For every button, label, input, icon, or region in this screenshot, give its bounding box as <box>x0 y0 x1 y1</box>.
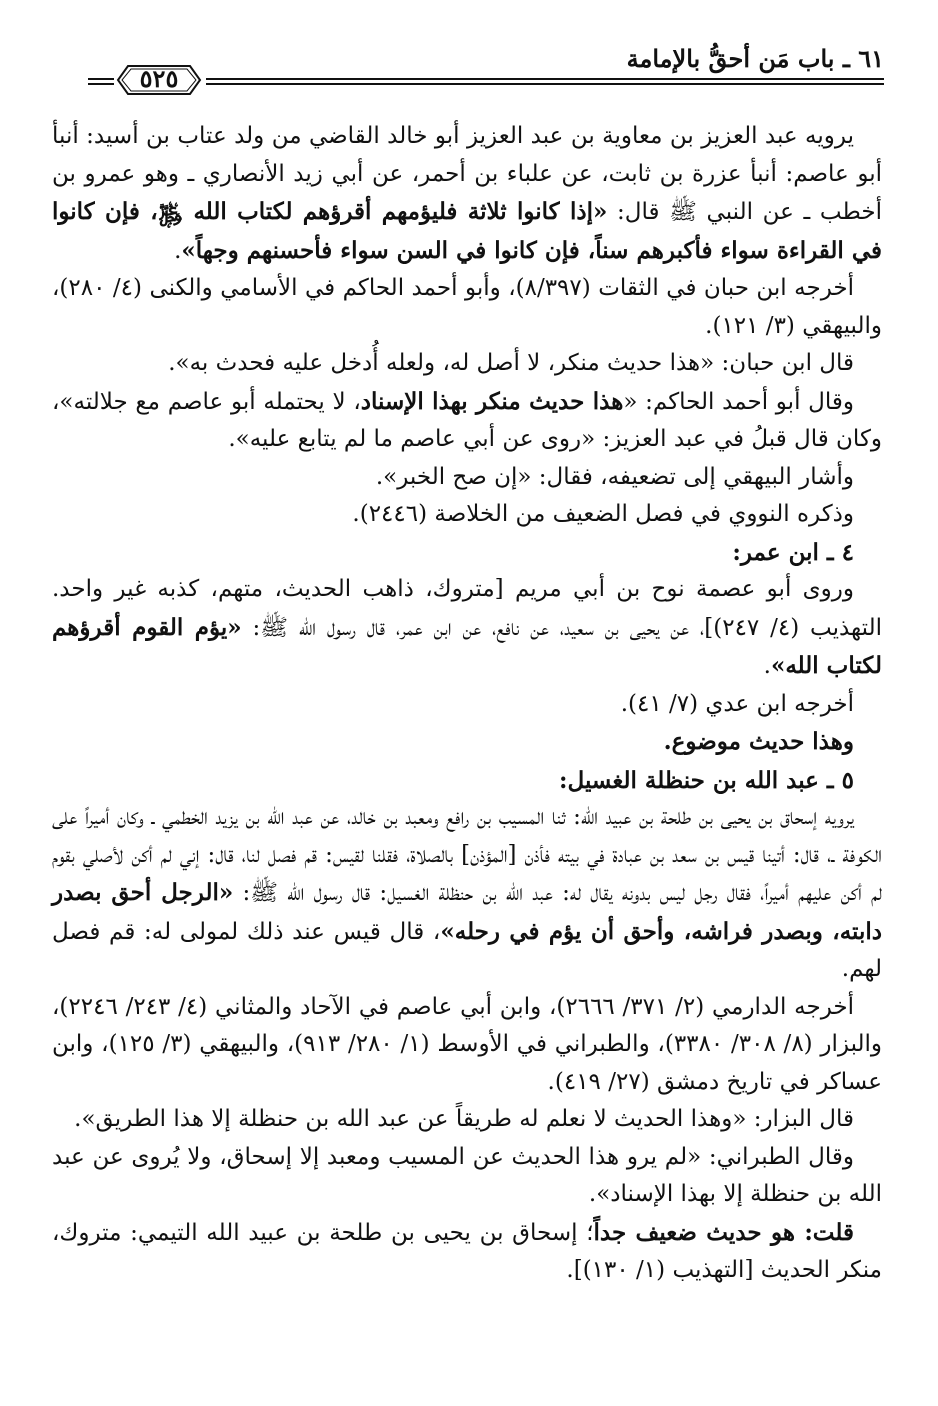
paragraph <box>52 1101 882 1139</box>
text-run: أخرجه الدارمي (٢/ ٣٧١/ ٢٦٦٦)، وابن أبي عاصم في الآحاد والمثاني (٤/ ٢٤٣/ ٢٢٤٦)، والبزار (٨/ ٣٠٨/ ٣٣٨٠)، والطبراني في الأوسط (١/ ٢٨٠/ ٩١٣)، والبيهقي (٣/ ١٢٥)، وابن عساكر في تاريخ دمشق (٢٧/ ٤١٩). <box>52 993 883 1095</box>
text-run: وروى أبو عصمة نوح بن أبي مريم [متروك، ذاهب الحديث، متهم، كذبه غير واحد. التهذيب (٤/ ٢٤٧)]، عن يحيى بن سعيد، عن نافع، عن ابن عمر، قال رسول الله ﷺ: <box>52 576 882 641</box>
text-run: وقال الطبراني: «لم يرو هذا الحديث عن المسيب ومعبد إلا إسحاق، ولا يُروى عن عبد الله بن حنظلة إلا بهذا الإسناد». <box>52 1143 882 1207</box>
text-run: يرويه عبد العزيز بن معاوية بن عبد العزيز أبو خالد القاضي من ولد عتاب بن أسيد: أنبأ أبو عاصم: أنبأ عزرة بن ثابت، عن علباء بن أحمر، عن أبي زيد الأنصاري ـ وهو عمرو بن أخطب ـ عن النبي ﷺ قال: <box>52 123 882 225</box>
bold-text: قلت: هو حديث ضعيف جداً <box>593 1218 855 1246</box>
text-run: أخرجه ابن حبان في الثقات (٨/٣٩٧)، وأبو أحمد الحاكم في الأسامي والكنى (٤/ ٢٨٠)، والبيهقي (٣/ ١٢١). <box>52 275 882 339</box>
paragraph <box>52 1214 882 1290</box>
header-rule <box>206 83 884 85</box>
paragraph <box>52 723 882 762</box>
section-heading <box>52 534 882 572</box>
paragraph <box>52 118 882 270</box>
text-run: . <box>763 653 771 679</box>
bold-text: ٥ ـ عبد الله بن حنظلة الغسيل: <box>559 766 854 794</box>
text-run: وذكره النووي في فصل الضعيف من الخلاصة (٢٤٤٦). <box>352 501 854 527</box>
text-run: أخرجه ابن عدي (٧/ ٤١). <box>620 690 854 717</box>
text-run: وقال أبو أحمد الحاكم: « <box>623 388 855 415</box>
text-run: ؛ إسحاق بن يحيى بن طلحة بن عبيد الله التيمي: متروك، منكر الحديث [التهذيب (١/ ١٣٠)]. <box>52 1219 882 1283</box>
chapter-title: ٦١ ـ باب مَن أحقُّ بالإمامة <box>626 44 884 73</box>
paragraph <box>52 459 882 497</box>
paragraph <box>52 1139 882 1214</box>
bold-text: ٤ ـ ابن عمر: <box>732 538 854 566</box>
bold-text: وهذا حديث موضوع. <box>663 728 854 755</box>
paragraph <box>52 270 882 345</box>
bold-text: «الرجل أحق بصدر دابته، وبصدر فراشه، وأحق أن يؤم في رحله» <box>52 879 882 945</box>
text-run: وأشار البيهقي إلى تضعيفه، فقال: «إن صح الخبر». <box>375 463 854 490</box>
text-run: ، قال قيس عند ذلك لمولى له: قم فصل لهم. <box>52 918 882 982</box>
bold-text: هذا حديث منكر بهذا الإسناد <box>360 387 624 415</box>
paragraph <box>52 989 882 1102</box>
page-number-frame <box>116 60 202 100</box>
page-number: ٥٢٥ <box>139 64 179 93</box>
paragraph <box>52 345 882 383</box>
bold-text: «إذا كانوا ثلاثة فليؤمهم أقرؤهم لكتاب الله ﷿، فإن كانوا في القراءة سواء فأكبرهم سناً، فإن كانوا في السن سواء فأحسنهم وجهاً» <box>52 198 882 264</box>
text-run: قال البزار: «وهذا الحديث لا نعلم له طريقاً عن عبد الله بن حنظلة إلا هذا الطريق». <box>74 1106 854 1132</box>
paragraph <box>52 496 882 534</box>
paragraph <box>52 383 882 459</box>
header-rule <box>206 78 884 80</box>
text-run: ، لا يحتمله أبو عاصم مع جلالته»، وكان قال قبلُ في عبد العزيز: «روى عن أبي عاصم ما لم يتابع عليه». <box>52 388 882 452</box>
section-heading <box>52 762 882 800</box>
paragraph <box>52 686 882 724</box>
page-header <box>88 42 884 102</box>
paragraph <box>52 571 882 686</box>
text-run: قال ابن حبان: «هذا حديث منكر، لا أصل له، ولعله أُدخل عليه فحدث به». <box>168 350 854 376</box>
text-run: . <box>174 237 182 264</box>
bold-text: «يؤم القوم أقرؤهم لكتاب الله» <box>52 613 882 679</box>
page-body <box>52 118 882 1290</box>
paragraph <box>52 799 882 989</box>
header-rule <box>88 83 114 85</box>
text-run: يرويه إسحاق بن يحيى بن طلحة بن عبيد الله: ثنا المسيب بن رافع ومعبد بن خالد، عن عبد الله بن يزيد الخطمي ـ وكان أميراً على الكوفة ـ، قال: أتينا قيس بن سعد بن عبادة في بيته فأذن [المؤذن] بالصلاة، فقلنا لقيس: قم فصل لنا، قال: إني لم أكن لأصلي بقوم لم أكن عليهم أميراً، فقال رجل ليس بدونه يقال له: عبد الله بن حنظلة الغسيل: قال رسول الله ﷺ: <box>52 804 883 906</box>
header-rule <box>88 78 114 80</box>
